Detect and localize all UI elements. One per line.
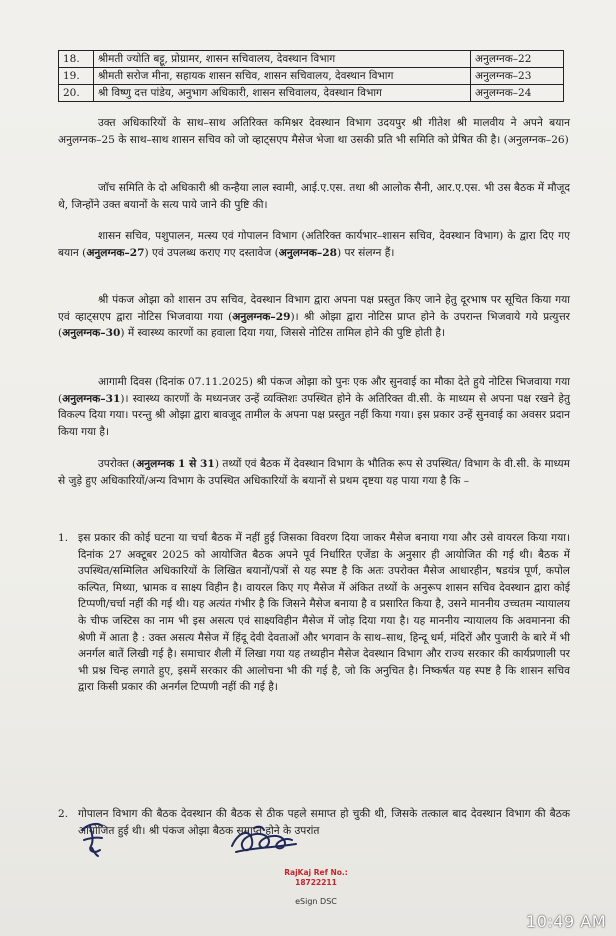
row-number: 18. <box>59 51 94 68</box>
paragraph-gitesh-malviya <box>58 115 570 148</box>
row-description: श्री विष्णु दत्त पांडेय, अनुभाग अधिकारी, शासन सचिवालय, देवस्थान विभाग <box>94 85 471 102</box>
paragraph-next-hearing: आगामी दिवस (दिनांक 07.11.2025) श्री पंकज ओझा को पुनः एक और सुनवाई का मौका देते हुये नोटिस भिजवाया गया (अनुलग्नक–31)। स्वास्थ्य कारणों के मध्यनजर उन्हें व्यक्तिशः उपस्थित होने के अतिरिक्त वी.सी. के माध्यम से अपना पक्ष रखने हेतु विकल्प दिया गया। परन्तु श्री ओझा द्वारा बावजूद तामील के अपना पक्ष प्रस्तुत नहीं किया गया। इस प्रकार उन्हें सुनवाई का अवसर प्रदान किया गया है। <box>58 376 570 438</box>
ref-label: RajKaj Ref No.: <box>284 868 348 877</box>
row-description: श्रीमती ज्योति बट्टू, प्रोग्रामर, शासन सचिवालय, देवस्थान विभाग <box>94 51 471 68</box>
item-number: 1. <box>58 532 69 544</box>
row-description: श्रीमती सरोज मीना, सहायक शासन सचिव, शासन सचिवालय, देवस्थान विभाग <box>94 68 471 85</box>
item-text: इस प्रकार की कोई घटना या चर्चा बैठक में नहीं हुई जिसका विवरण दिया जाकर मैसेज बनाया गया और उसे वायरल किया गया। दिनांक 27 अक्टूबर 2025 को आयोजित बैठक अपने पूर्व निर्धारित एजेंडा के अनुसार ही आयोजित की गई थी। बैठक में उपस्थित/सम्मिलित अधिकारियों के लिखित बयानों/पत्रों से यह स्पष्ट है कि अतः उपरोक्त मैसेज आधारहीन, षडयंत्र पूर्ण, कपोल कल्पित, मिथ्या, भ्रामक व साक्ष्य विहीन है। वायरल किए गए मैसेज में अंकित तथ्यों के अनुरूप शासन सचिव देवस्थान द्वारा कोई टिप्पणी/चर्चा नहीं की गई थी। यह अत्यंत गंभीर है कि जिसने मैसेज बनाया है व प्रसारित किया है, उसने माननीय उच्चतम न्यायालय के चीफ जस्टिस का नाम भी इस असत्य एवं साक्ष्यविहीन मैसेज में जोड़ दिया गया है। यह माननीय न्यायालय कि अवमानना की श्रेणी में आता है : उक्त असत्य मैसेज में हिंदू देवी देवताओं और भगवान के साथ–साथ, हिन्दू धर्म, मंदिरों और पुजारी के बारे में भी अनर्गल बातें लिखी गई है। समाचार शैली में लिखा गया यह तथ्यहीन मैसेज देवस्थान विभाग और राज्य सरकार की कार्यप्रणाली पर भी प्रश्न चिन्ह लगाते हुए, इसमें सरकार की आलोचना भी की गई है, जो कि अनुचित है। निष्कर्षत यह स्पष्ट है कि शासन सचिव द्वारा किसी प्रकार की अनर्गल टिप्पणी नहीं की गई है। <box>78 532 570 694</box>
annex-ref: अनुलग्नक 1 से 31 <box>136 458 215 470</box>
annexure-table <box>58 50 564 102</box>
row-annexure: अनुलग्नक–23 <box>471 68 564 85</box>
item-number: 2. <box>58 808 69 820</box>
annexure-row <box>59 68 564 85</box>
annex-ref: अनुलग्नक–30 <box>62 327 121 340</box>
row-number: 19. <box>59 68 94 85</box>
paragraph-committee-officers <box>58 180 570 213</box>
paragraph-text: उक्त अधिकारियों के साथ–साथ अतिरिक्त कमिश्नर देवस्थान विभाग उदयपुर श्री गीतेश श्री मालवीय ने अपने बयान अनुलग्नक–25 के साथ–साथ शासन सचिव को जो व्हाट्सएप मैसेज भेजा था उसकी प्रति भी समिति को प्रेषित की है। (अनुलग्नक–26) <box>58 117 570 146</box>
esign-label: eSign DSC <box>295 897 337 906</box>
paragraph-text: जॉच समिति के दो अधिकारी श्री कन्हैया लाल स्वामी, आई.ए.एस. तथा श्री आलोक सैनी, आर.ए.एस. भी उस बैठक में मौजूद थे, जिन्होंने उक्त बयानों के सत्य पाये जाने की पुष्टि की। <box>58 182 570 211</box>
paragraph-findings-intro: उपरोक्त (अनुलग्नक 1 से 31) तथ्यों एवं बैठक में देवस्थान विभाग के भौतिक रूप से उपस्थित/ विभाग के वी.सी. के माध्यम से जुड़े हुए अधिकारियों/अन्य विभाग के उपस्थित अधिकारियों के बयानों से प्रथम दृष्टया यह पाया गया है कि – <box>58 458 570 487</box>
status-time: 10:49 AM <box>526 912 606 931</box>
ref-number: 18722211 <box>295 878 337 887</box>
annex-ref: अनुलग्नक–31 <box>62 392 121 405</box>
rajkaj-reference <box>270 868 362 888</box>
annexure-row <box>59 85 564 102</box>
finding-item-1 <box>58 530 570 696</box>
row-annexure: अनुलग्नक–24 <box>471 85 564 102</box>
paragraph-secretary-statement: शासन सचिव, पशुपालन, मत्स्य एवं गोपालन विभाग (अतिरिक्त कार्यभार–शासन सचिव, देवस्थान विभाग) के द्वारा दिए गए बयान (अनुलग्नक–27) एवं उपलब्ध कराए गए दस्तावेज (अनुलग्नक–28) पर संलग्न हैं। <box>58 230 570 259</box>
annex-ref: अनुलग्नक–27 <box>86 246 145 259</box>
finding-item-2 <box>58 806 570 839</box>
annex-ref: अनुलग्नक–28 <box>278 246 337 259</box>
annex-ref: अनुलग्नक–29 <box>232 310 291 323</box>
annexure-row <box>59 51 564 68</box>
row-annexure: अनुलग्नक–22 <box>471 51 564 68</box>
row-number: 20. <box>59 85 94 102</box>
signature-right <box>226 818 302 862</box>
item-text: गोपालन विभाग की बैठक देवस्थान की बैठक से ठीक पहले समाप्त हो चुकी थी, जिसके तत्काल बाद देवस्थान विभाग की बैठक आयोजित हुई थी। श्री पंकज ओझा बैठक समाप्त होने के उपरांत <box>78 808 570 837</box>
paragraph-ojha-notice: श्री पंकज ओझा को शासन उप सचिव, देवस्थान विभाग द्वारा अपना पक्ष प्रस्तुत किए जाने हेतु दूरभाष पर सूचित किया गया एवं व्हाट्सएप द्वारा नोटिस भिजवाया गया (अनुलग्नक–29)। श्री ओझा द्वारा नोटिस प्राप्त होने के उपरान्त भिजवाये गये प्रत्युत्तर (अनुलग्नक–30) में स्वास्थ्य कारणों का हवाला दिया गया, जिससे नोटिस तामिल होने की पुष्टि होती है। <box>58 294 570 340</box>
initial-signature-left <box>78 818 112 860</box>
